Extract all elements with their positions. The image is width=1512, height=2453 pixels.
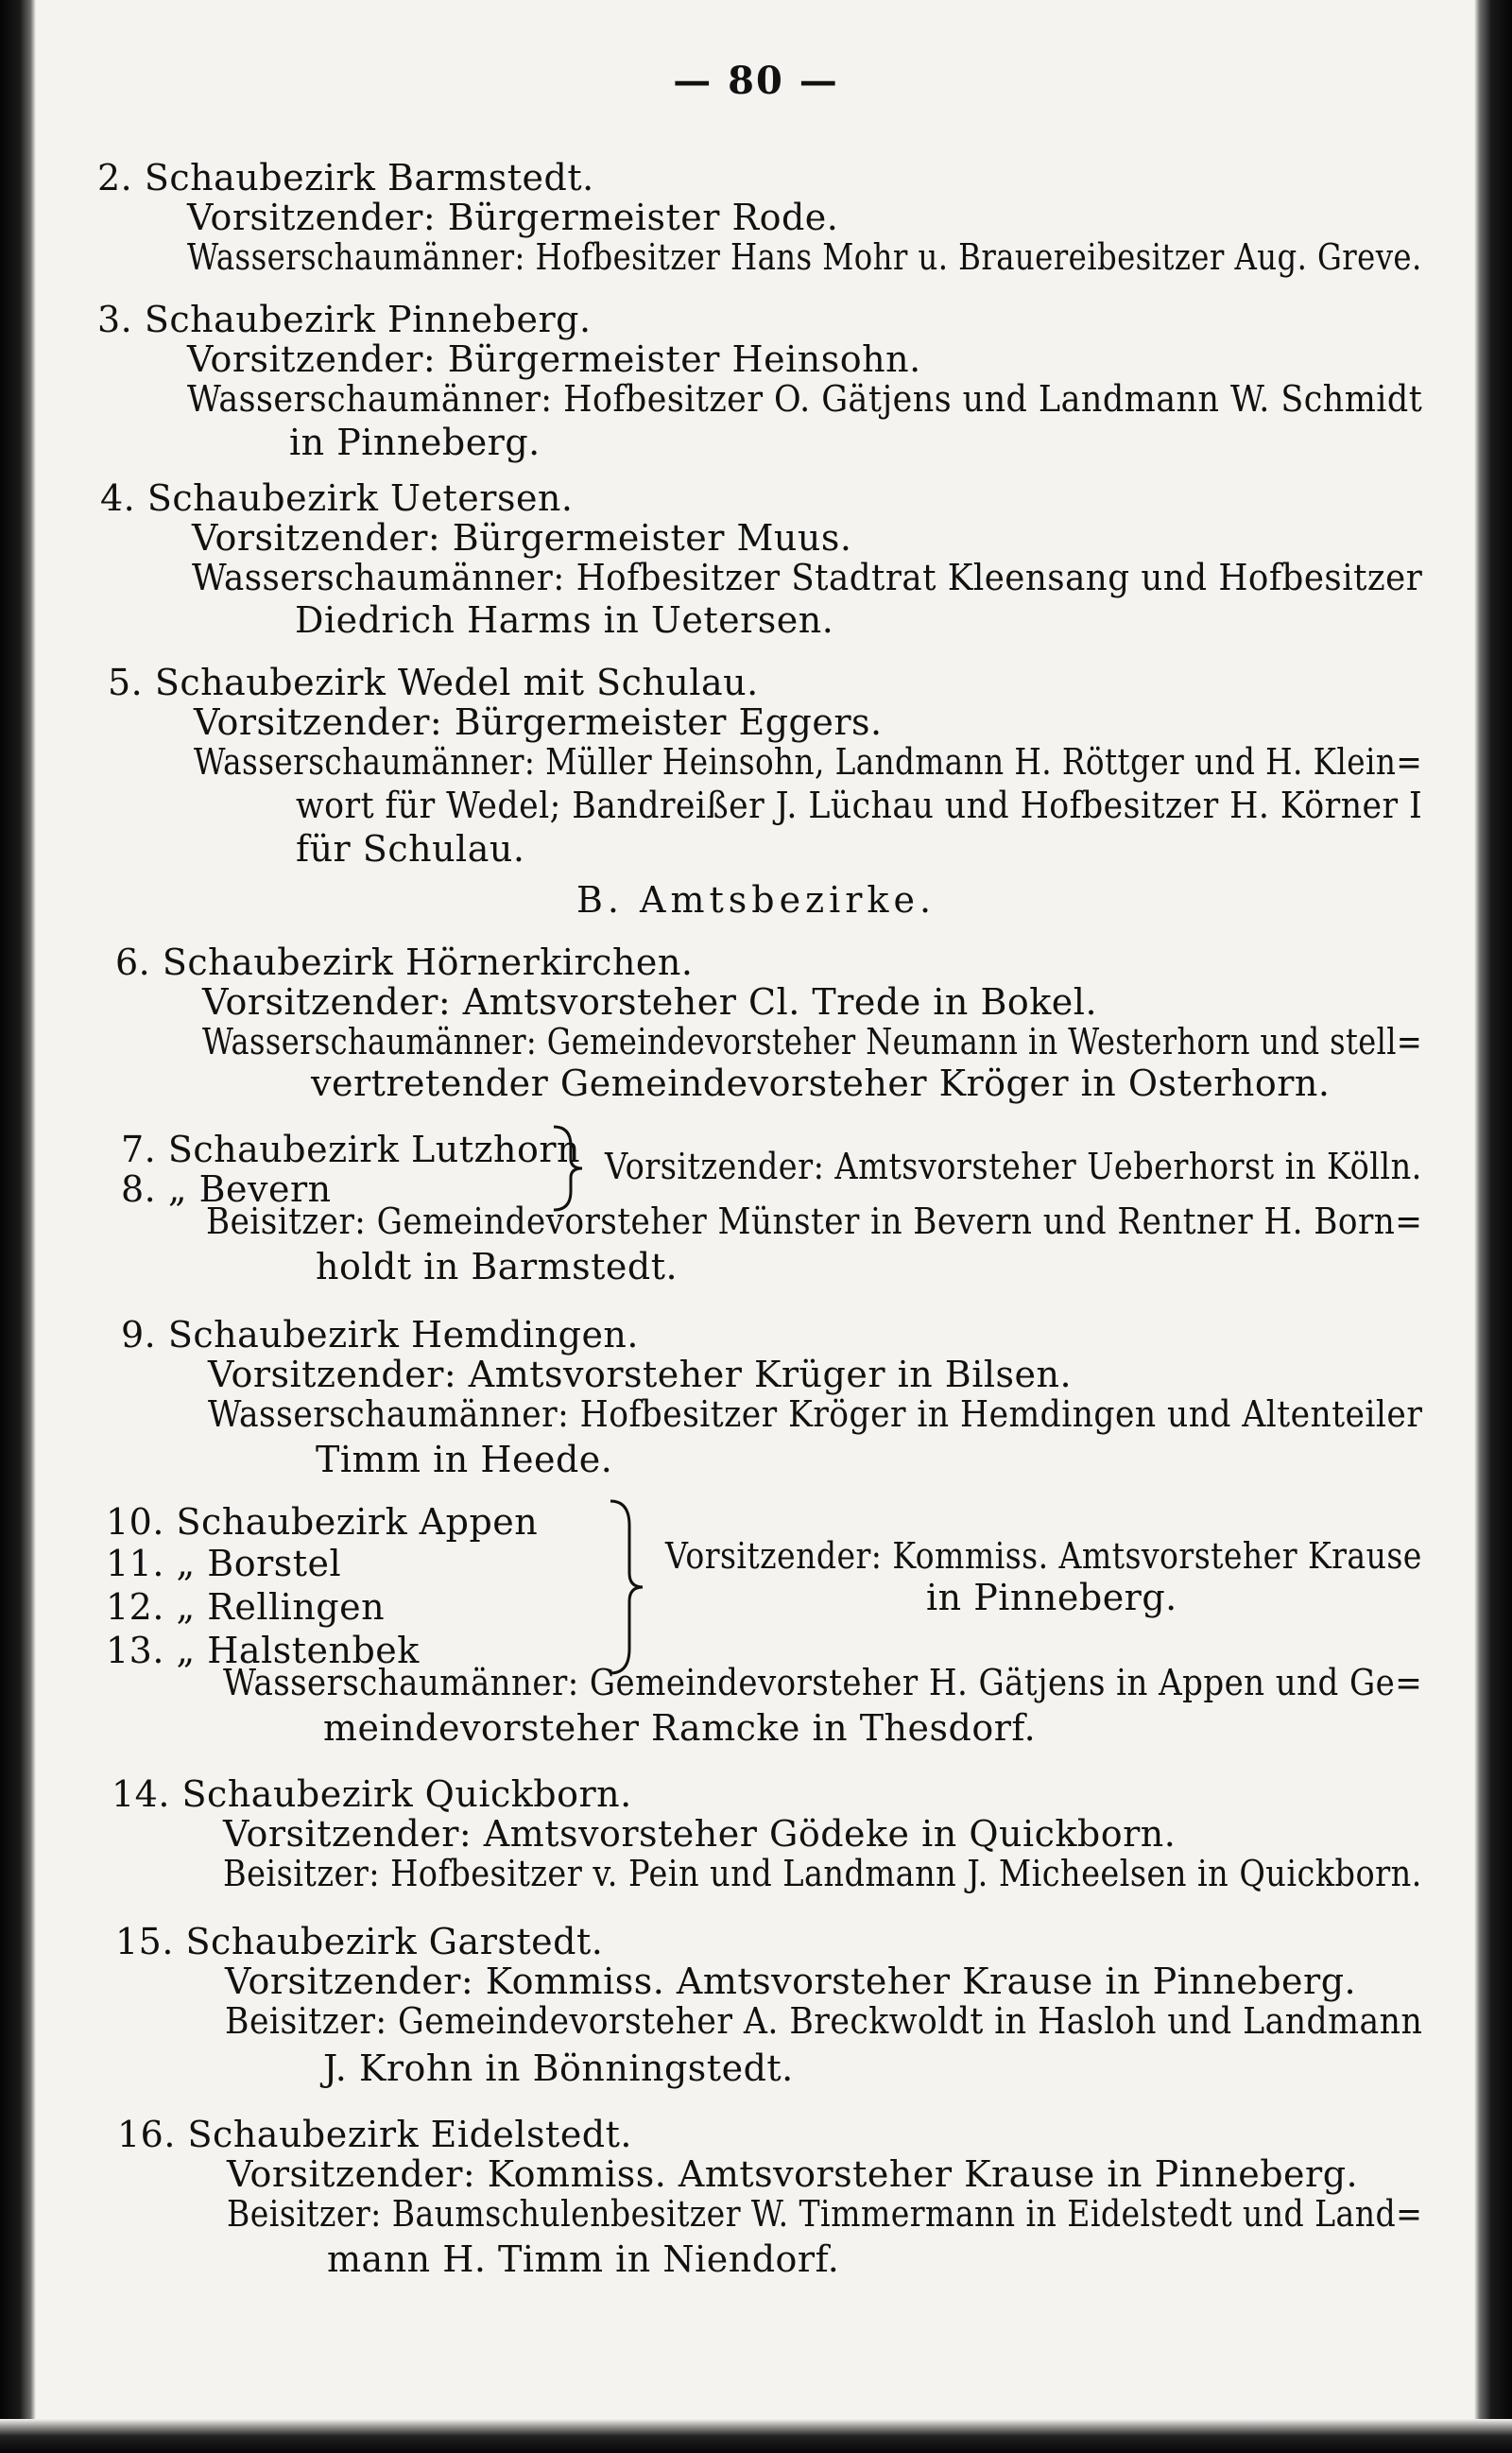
entry-7-8-assessors-cont: holdt in Barmstedt. [316, 1246, 679, 1287]
entry-9-chair: Vorsitzender: Amtsvorsteher Krüger in Bilsen. [208, 1354, 1073, 1395]
entry-2-members: Wasserschaumänner: Hofbesitzer Hans Mohr u. Brauereibesitzer Aug. Greve. [187, 236, 1422, 278]
brace-icon [605, 1497, 646, 1677]
entry-7-8-chair: Vorsitzender: Amtsvorsteher Ueberhorst in Kölln. [605, 1146, 1422, 1187]
entry-15-heading: 15. Schaubezirk Garstedt. [115, 1921, 604, 1962]
entry-16-assessors: Beisitzer: Baumschulenbesitzer W. Timmermann in Eidelstedt und Land= [227, 2193, 1423, 2235]
scan-edge-right [1474, 0, 1512, 2453]
entry-5-chair: Vorsitzender: Bürgermeister Eggers. [194, 701, 883, 743]
entry-11-heading: 11. „ Borstel [106, 1543, 342, 1584]
entry-5-members: Wasserschaumänner: Müller Heinsohn, Landmann H. Röttger und H. Klein= [194, 741, 1423, 783]
entry-3-members: Wasserschaumänner: Hofbesitzer O. Gätjens und Landmann W. Schmidt [187, 378, 1423, 420]
entry-5-heading: 5. Schaubezirk Wedel mit Schulau. [108, 662, 759, 703]
entry-4-heading: 4. Schaubezirk Uetersen. [100, 477, 574, 519]
scan-edge-bottom [0, 2419, 1512, 2453]
entry-12-heading: 12. „ Rellingen [106, 1586, 386, 1628]
entry-10-13-chair-cont: in Pinneberg. [926, 1577, 1177, 1618]
entry-4-members: Wasserschaumänner: Hofbesitzer Stadtrat Kleensang und Hofbesitzer [192, 557, 1423, 598]
entry-14-chair: Vorsitzender: Amtsvorsteher Gödeke in Quickborn. [223, 1813, 1177, 1855]
entry-3-heading: 3. Schaubezirk Pinneberg. [97, 299, 592, 340]
page-number: — 80 — [673, 59, 839, 103]
entry-10-13-chair: Vorsitzender: Kommiss. Amtsvorsteher Krause [665, 1535, 1422, 1577]
entry-10-13-members: Wasserschaumänner: Gemeindevorsteher H. Gätjens in Appen und Ge= [223, 1662, 1423, 1703]
entry-3-chair: Vorsitzender: Bürgermeister Heinsohn. [187, 338, 921, 380]
entry-5-members-cont2: für Schulau. [296, 828, 525, 870]
entry-9-members-cont: Timm in Heede. [316, 1439, 613, 1480]
entry-15-assessors: Beisitzer: Gemeindevorsteher A. Breckwoldt in Hasloh und Landmann [225, 2000, 1423, 2042]
entry-16-assessors-cont: mann H. Timm in Niendorf. [327, 2238, 840, 2280]
entry-16-chair: Vorsitzender: Kommiss. Amtsvorsteher Krause in Pinneberg. [227, 2153, 1359, 2195]
entry-10-heading: 10. Schaubezirk Appen [106, 1501, 539, 1543]
entry-14-heading: 14. Schaubezirk Quickborn. [112, 1773, 632, 1815]
entry-4-members-cont: Diedrich Harms in Uetersen. [295, 599, 834, 641]
entry-16-heading: 16. Schaubezirk Eidelstedt. [117, 2114, 632, 2155]
entry-15-chair: Vorsitzender: Kommiss. Amtsvorsteher Krause in Pinneberg. [225, 1961, 1357, 2002]
entry-14-assessors: Beisitzer: Hofbesitzer v. Pein und Landmann J. Micheelsen in Quickborn. [223, 1853, 1422, 1894]
entry-2-heading: 2. Schaubezirk Barmstedt. [97, 157, 594, 199]
scan-edge-left [0, 0, 36, 2453]
entry-9-members: Wasserschaumänner: Hofbesitzer Kröger in Hemdingen und Altenteiler [208, 1393, 1423, 1435]
entry-7-heading: 7. Schaubezirk Lutzhorn [121, 1129, 580, 1170]
entry-6-members: Wasserschaumänner: Gemeindevorsteher Neumann in Westerhorn und stell= [202, 1021, 1423, 1062]
entry-2-chair: Vorsitzender: Bürgermeister Rode. [187, 197, 839, 238]
entry-4-chair: Vorsitzender: Bürgermeister Muus. [192, 517, 852, 559]
entry-15-assessors-cont: J. Krohn in Bönningstedt. [323, 2047, 794, 2089]
entry-8-heading: 8. „ Bevern [121, 1168, 332, 1210]
entry-3-members-cont: in Pinneberg. [289, 422, 541, 463]
entry-6-chair: Vorsitzender: Amtsvorsteher Cl. Trede in Bokel. [202, 981, 1098, 1023]
entry-6-members-cont: vertretender Gemeindevorsteher Kröger in Osterhorn. [311, 1062, 1331, 1104]
entry-13-heading: 13. „ Halstenbek [106, 1630, 420, 1671]
entry-10-13-members-cont: meindevorsteher Ramcke in Thesdorf. [323, 1707, 1037, 1749]
section-heading-b: B. Amtsbezirke. [576, 879, 936, 921]
entry-7-8-assessors: Beisitzer: Gemeindevorsteher Münster in Bevern und Rentner H. Born= [206, 1201, 1423, 1242]
entry-5-members-cont: wort für Wedel; Bandreißer J. Lüchau und Hofbesitzer H. Körner I [296, 785, 1423, 826]
entry-6-heading: 6. Schaubezirk Hörnerkirchen. [115, 941, 694, 983]
entry-9-heading: 9. Schaubezirk Hemdingen. [121, 1314, 639, 1356]
